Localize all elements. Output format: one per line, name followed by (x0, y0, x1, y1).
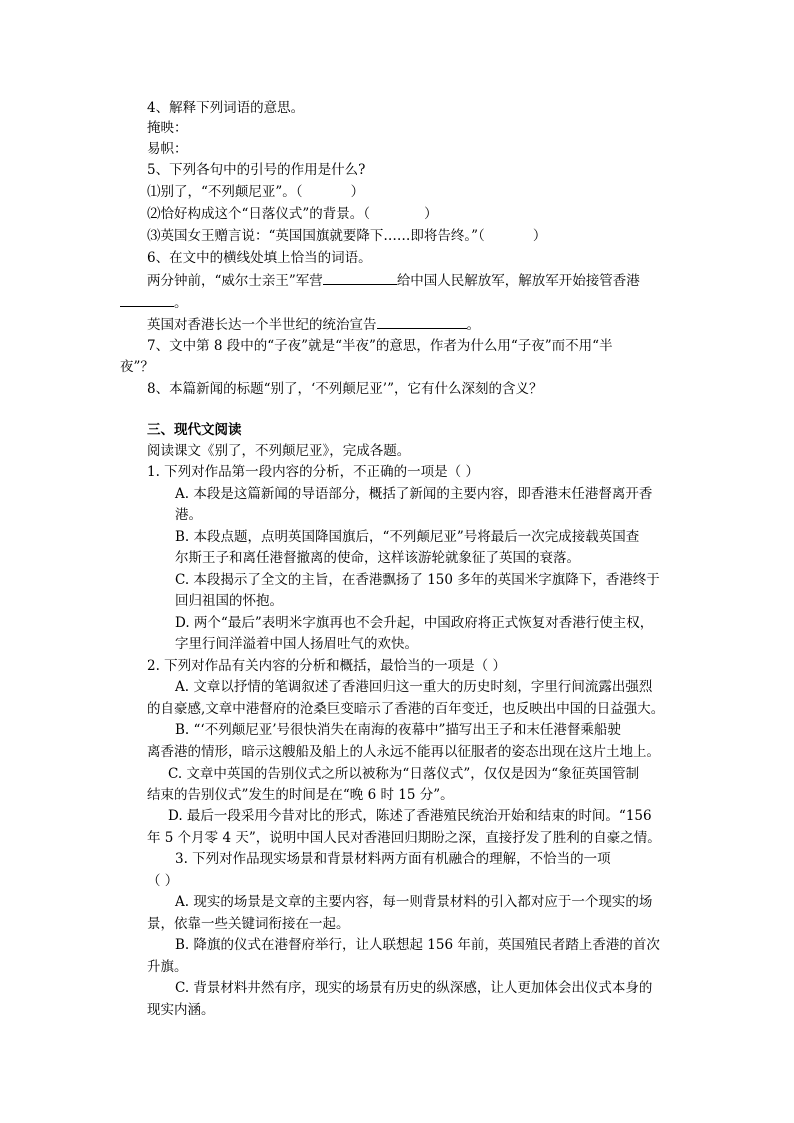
fill-blank[interactable] (377, 314, 467, 329)
q2-option-a: A. 文章以抒情的笔调叙述了香港回归这一重大的历史时刻，字里行间流露出强烈 (175, 679, 653, 695)
section-intro: 阅读课文《别了，不列颠尼亚》，完成各题。 (147, 443, 411, 459)
q3-option-c: C. 背景材料井然有序，现实的场景有历史的纵深感，让人更加体会出仪式本身的 (175, 980, 653, 996)
q2-option-a-cont: 的自豪感,文章中港督府的沧桑巨变暗示了香港的百年变迁，也反映出中国的日益强大。 (147, 701, 665, 717)
q1-option-b-cont: 尔斯王子和离任港督撤离的使命，这样该游轮就象征了英国的衰落。 (175, 550, 580, 566)
q3-option-a: A. 现实的场景是文章的主要内容，每一则背景材料的引入都对应于一个现实的场 (175, 894, 653, 910)
q8-line-1: 8、本篇新闻的标题“别了，‘不列颠尼亚’”，它有什么深刻的含义？ (147, 381, 543, 397)
q7-line-2: 夜”？ (120, 359, 154, 375)
q1-option-c-cont: 回归祖国的怀抱。 (175, 593, 283, 609)
q7-line-1: 7、文中第 8 段中的“子夜”就是“半夜”的意思，作者为什么用“子夜”而不用“半 (147, 338, 613, 354)
q6-title: 6、在文中的横线处填上恰当的词语。 (147, 250, 372, 266)
q2-option-d-cont: 年 5 个月零 4 天”，说明中国人民对香港回归期盼之深，直接抒发了胜利的自豪之情。 (147, 830, 661, 846)
q5-title: 5、下列各句中的引号的作用是什么? (147, 162, 366, 178)
q2-option-c: C. 文章中英国的告别仪式之所以被称为“日落仪式”，仅仅是因为“象征英国管制 (168, 766, 640, 782)
q1-option-a: A. 本段是这篇新闻的导语部分，概括了新闻的主要内容，即香港末任港督离开香 (175, 486, 653, 502)
q4-word-1: 掩映： (147, 120, 188, 136)
q2-option-b: B. “‘不列颠尼亚’号很快消失在南海的夜幕中”描写出王子和末任港督乘船驶 (175, 722, 621, 738)
q3-option-b: B. 降旗的仪式在港督府举行，让人联想起 156 年前，英国殖民者踏上香港的首次 (175, 937, 660, 953)
fill-blank[interactable] (120, 292, 174, 307)
q2-option-d: D. 最后一段采用今昔对比的形式，陈述了香港殖民统治开始和结束的时间。“156 (168, 808, 652, 824)
q1-option-c: C. 本段揭示了全文的主旨，在香港飘扬了 150 多年的英国米字旗降下，香港终于 (175, 572, 660, 588)
fill-blank[interactable] (323, 270, 397, 285)
q5-sentence-3: ⑶英国女王赠言说：“英国国旗就要降下……即将告终。”（ ） (147, 228, 547, 244)
q2-stem: 2. 下列对作品有关内容的分析和概括，最恰当的一项是（ ） (147, 658, 506, 674)
q2-option-b-cont: 离香港的情形，暗示这艘船及船上的人永远不能再以征服者的姿态出现在这片土地上。 (147, 744, 660, 760)
q5-sentence-2: ⑵恰好构成这个“日落仪式”的背景。（ ） (147, 206, 438, 222)
q5-sentence-1: ⑴别了，“不列颠尼亚”。（ ） (147, 184, 365, 200)
section-heading: 三、现代文阅读 (147, 422, 242, 438)
q3-option-b-cont: 升旗。 (147, 959, 188, 975)
q1-option-d: D. 两个“最后”表明米字旗再也不会升起，中国政府将正式恢复对香港行使主权， (175, 615, 654, 631)
q6-line-3: 英国对香港长达一个半世纪的统治宣告 。 (147, 314, 480, 335)
q6-line-1: 两分钟前，“威尔士亲王”军营 给中国人民解放军，解放军开始接管香港 (147, 270, 640, 291)
q6-line-2: 。 (120, 292, 188, 313)
q4-title: 4、解释下列词语的意思。 (147, 100, 305, 116)
q3-stem-cont: （ ） (147, 873, 179, 889)
q2-option-c-cont: 结束的告别仪式”发生的时间是在“晚 6 时 15 分”。 (147, 787, 454, 803)
q3-stem: 3. 下列对作品现实场景和背景材料两方面有机融合的理解，不恰当的一项 (175, 851, 611, 867)
q1-stem: 1. 下列对作品第一段内容的分析，不正确的一项是（ ） (147, 464, 479, 480)
q1-option-b: B. 本段点题，点明英国降国旗后，“不列颠尼亚”号将最后一次完成接载英国查 (175, 529, 640, 545)
q3-option-c-cont: 现实内涵。 (147, 1002, 215, 1018)
q4-word-2: 易帜： (147, 141, 188, 157)
q1-option-a-cont: 港。 (175, 507, 202, 523)
q1-option-d-cont: 字里行间洋溢着中国人扬眉吐气的欢快。 (175, 636, 418, 652)
q3-option-a-cont: 景，依靠一些关键词衔接在一起。 (147, 916, 350, 932)
